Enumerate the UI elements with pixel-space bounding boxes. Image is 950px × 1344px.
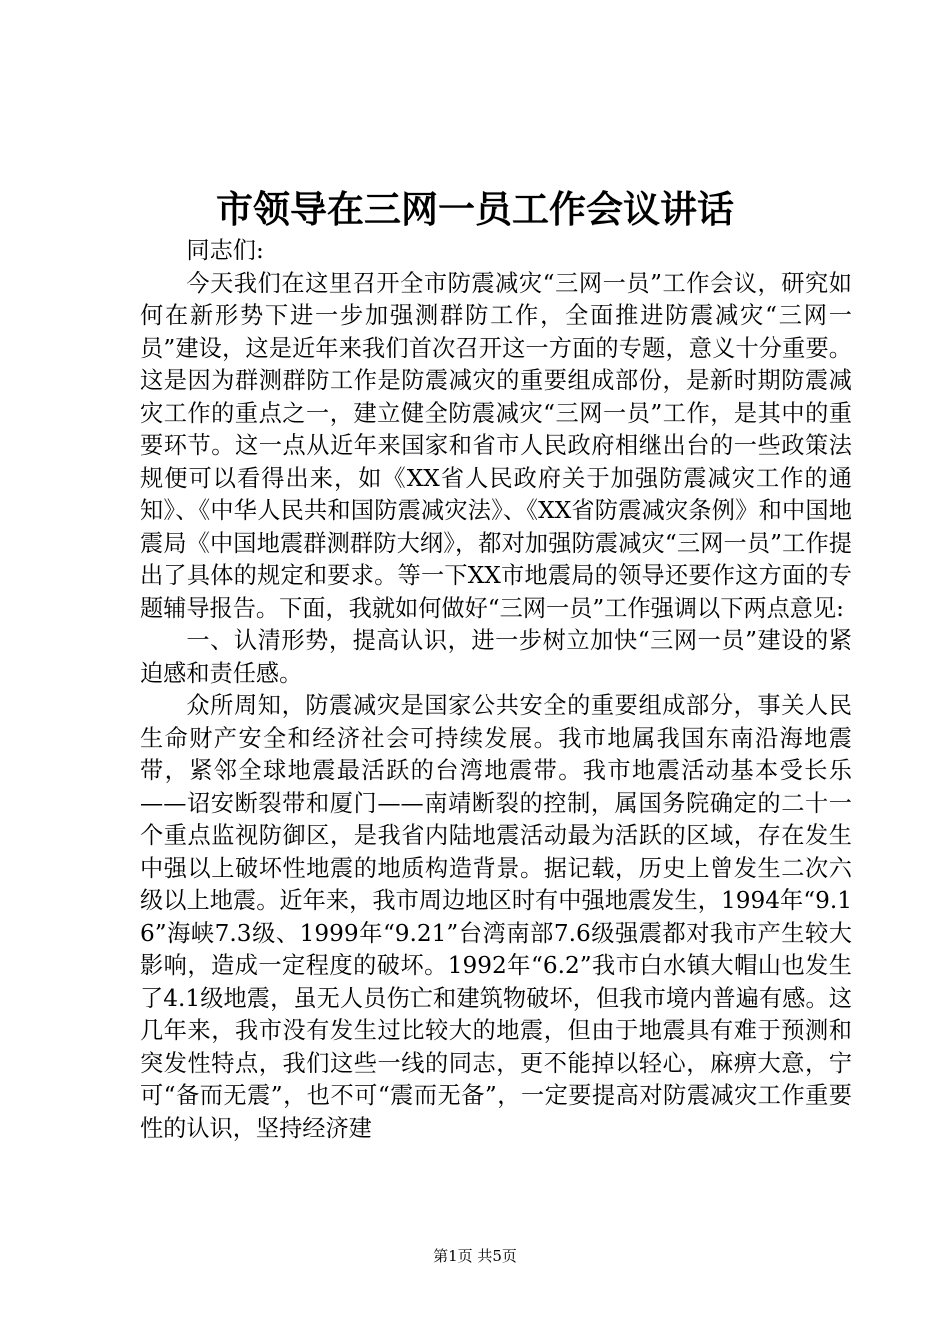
- document-body: [140, 235, 852, 1145]
- intro-paragraph: 今天我们在这里召开全市防震减灾“三网一员”工作会议，研究如何在新形势下进一步加强测群防工作，全面推进防震减灾“三网一员”建设，这是近年来我们首次召开这一方面的专题，意义十分重要。这是因为群测群防工作是防震减灾的重要组成部份，是新时期防震减灾工作的重点之一，建立健全防震减灾“三网一员”工作，是其中的重要环节。这一点从近年来国家和省市人民政府相继出台的一些政策法规便可以看得出来，如《XX省人民政府关于加强防震减灾工作的通知》、《中华人民共和国防震减灾法》、《XX省防震减灾条例》和中国地震局《中国地震群测群防大纲》，都对加强防震减灾“三网一员”工作提出了具体的规定和要求。等一下XX市地震局的领导还要作这方面的专题辅导报告。下面，我就如何做好“三网一员”工作强调以下两点意见:: [140, 269, 852, 622]
- page-number-footer: 第1页 共5页: [433, 1247, 517, 1265]
- body-paragraph: 众所周知，防震减灾是国家公共安全的重要组成部分，事关人民生命财产安全和经济社会可持续发展。我市地属我国东南沿海地震带，紧邻全球地震最活跃的台湾地震带。我市地震活动基本受长乐——诏安断裂带和厦门——南靖断裂的控制，属国务院确定的二十一个重点监视防御区，是我省内陆地震活动最为活跃的区域，存在发生中强以上破坏性地震的地质构造背景。据记载，历史上曾发生二次六级以上地震。近年来，我市周边地区时有中强地震发生，1994年“9.16”海峡7.3级、1999年“9.21”台湾南部7.6级强震都对我市产生较大影响，造成一定程度的破坏。1992年“6.2”我市白水镇大帽山也发生了4.1级地震，虽无人员伤亡和建筑物破坏，但我市境内普遍有感。这几年来，我市没有发生过比较大的地震，但由于地震具有难于预测和突发性特点，我们这些一线的同志，更不能掉以轻心，麻痹大意，宁可“备而无震”，也不可“震而无备”，一定要提高对防震减灾工作重要性的认识，坚持经济建: [140, 692, 852, 1142]
- page-title: 市领导在三网一员工作会议讲话: [216, 187, 734, 231]
- section-heading-paragraph: 一、认清形势，提高认识，进一步树立加快“三网一员”建设的紧迫感和责任感。: [140, 627, 852, 687]
- salutation-paragraph: 同志们:: [186, 237, 264, 264]
